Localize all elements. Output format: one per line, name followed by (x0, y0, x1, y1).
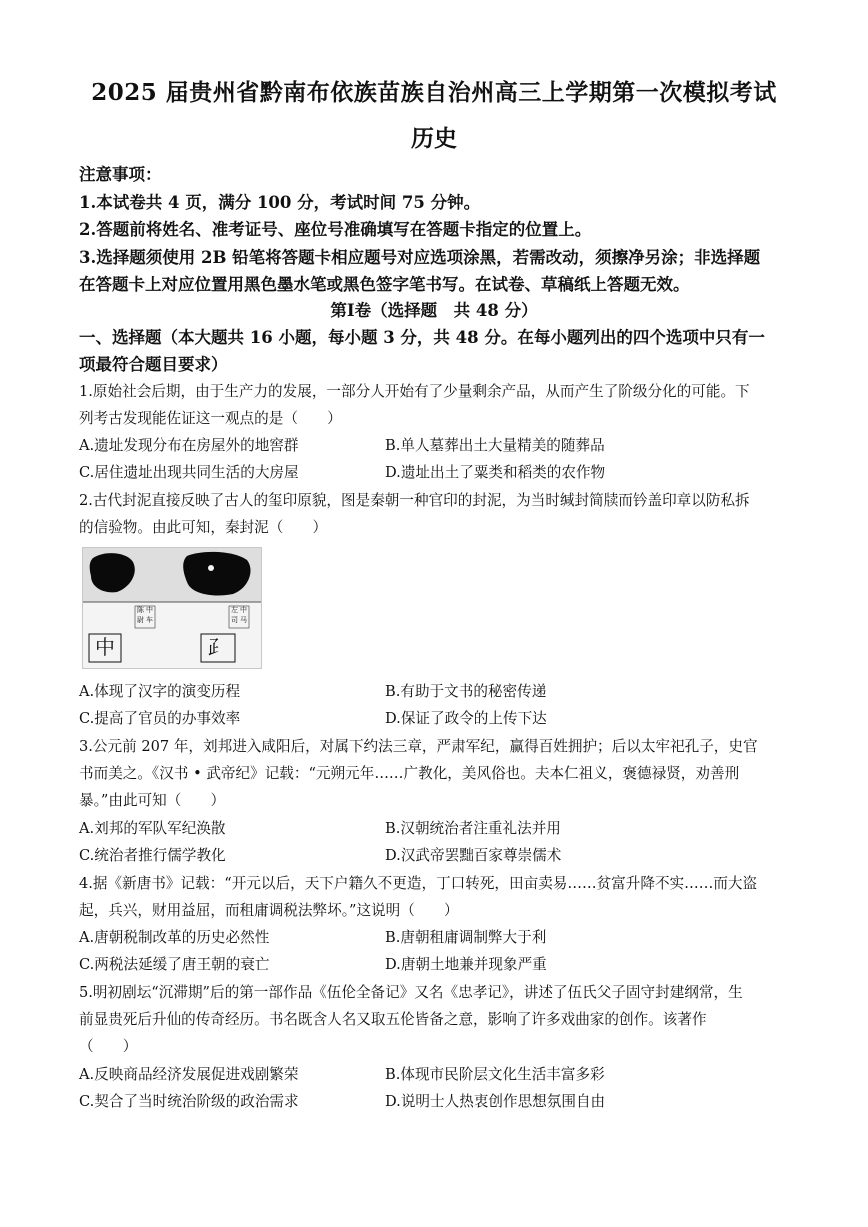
question-3-option-a: A.刘邦的军队军纪涣散 (79, 820, 226, 837)
question-5-stem: （ ） (79, 1038, 138, 1055)
question-2-option-d: D.保证了政令的上传下达 (385, 710, 547, 727)
question-5-option-c: C.契合了当时统治阶级的政治需求 (79, 1093, 299, 1110)
question-1-option-c: C.居住遗址出现共同生活的大房屋 (79, 464, 299, 481)
question-1-option-a: A.遗址发现分布在房屋外的地窖群 (79, 437, 299, 454)
seal-large-char: ⺪ (208, 635, 228, 659)
question-3-stem: 书而美之。《汉书 • 武帝纪》记载：“元朔元年……广教化，美风俗也。夫本仁祖义，褒德禄贤，劝善刑 (79, 765, 740, 782)
exam-subject: 历史 (411, 125, 457, 152)
clay-seal-right (183, 552, 250, 596)
question-1-option-b: B.单人墓葬出土大量精美的随葬品 (385, 437, 605, 454)
seal-small-label: 中 (146, 606, 153, 614)
question-3-option-d: D.汉武帝罢黜百家尊崇儒术 (385, 847, 562, 864)
notice-item: 3.选择题须使用 2B 铅笔将答题卡相应题号对应选项涂黑，若需改动，须擦净另涂；非选择题 (79, 248, 761, 267)
question-5-option-b: B.体现市民阶层文化生活丰富多彩 (385, 1066, 605, 1083)
volume-title: 第Ⅰ卷（选择题 共 48 分） (330, 301, 538, 320)
section-instruction: 一、选择题（本大题共 16 小题，每小题 3 分，共 48 分。在每小题列出的四个选项中只有一 (79, 328, 765, 347)
question-2-option-c: C.提高了官员的办事效率 (79, 710, 241, 727)
question-4-option-d: D.唐朝土地兼并现象严重 (385, 956, 547, 973)
question-2-option-b: B.有助于文书的秘密传递 (385, 683, 547, 700)
question-4-option-c: C.两税法延缓了唐王朝的衰亡 (79, 956, 270, 973)
seal-small-label: 司 (231, 616, 238, 624)
notice-item: 1.本试卷共 4 页，满分 100 分，考试时间 75 分钟。 (79, 193, 481, 212)
question-1-option-d: D.遗址出土了粟类和稻类的农作物 (385, 464, 606, 481)
notice-heading: 注意事项： (79, 165, 162, 184)
question-3-stem: 暴。”由此可知（ ） (79, 792, 226, 809)
seal-figure (82, 547, 262, 669)
section-instruction: 项最符合题目要求） (79, 355, 228, 374)
question-4-stem: 4.据《新唐书》记载：“开元以后，天下户籍久不更造，丁口转死，田亩卖易……贫富升降不实……而大盗 (79, 875, 758, 892)
question-3-stem: 3.公元前 207 年，刘邦进入咸阳后，对属下约法三章，严肃军纪，赢得百姓拥护；后以太牢祀孔子，史官 (79, 738, 758, 755)
seal-large-char: 中 (95, 635, 115, 659)
question-3-option-c: C.统治者推行儒学教化 (79, 847, 226, 864)
notice-item: 在答题卡上对应位置用黑色墨水笔或黑色签字笔书写。在试卷、草稿纸上答题无效。 (79, 275, 690, 294)
notice-item: 2.答题前将姓名、准考证号、座位号准确填写在答题卡指定的位置上。 (79, 220, 592, 239)
question-2-stem: 的信验物。由此可知，秦封泥（ ） (79, 519, 328, 536)
question-1-stem: 1.原始社会后期，由于生产力的发展，一部分人开始有了少量剩余产品，从而产生了阶级分化的可能。下 (79, 383, 750, 400)
question-5-stem: 5.明初剧坛“沉滞期”后的第一部作品《伍伦全备记》又名《忠孝记》，讲述了伍氏父子固守封建纲常，生 (79, 984, 743, 1001)
question-2-option-a: A.体现了汉字的演变历程 (79, 683, 241, 700)
seal-small-label: 尉 (137, 616, 144, 624)
seal-small-label: 陈 (137, 606, 144, 614)
seal-small-label: 中 (240, 606, 247, 614)
exam-title: 2025 届贵州省黔南布依族苗族自治州高三上学期第一次模拟考试 (91, 79, 777, 106)
question-4-stem: 起，兵兴，财用益屈，而租庸调税法弊坏。”这说明（ ） (79, 902, 459, 919)
question-2-stem: 2.古代封泥直接反映了古人的玺印原貌，图是秦朝一种官印的封泥，为当时缄封简牍而钤盖印章以防私拆 (79, 492, 750, 509)
seal-small-label: 左 (231, 606, 238, 614)
seal-small-label: 马 (240, 616, 247, 624)
question-5-option-a: A.反映商品经济发展促进戏剧繁荣 (79, 1066, 299, 1083)
question-5-option-d: D.说明士人热衷创作思想氛围自由 (385, 1093, 606, 1110)
question-1-stem: 列考古发现能佐证这一观点的是（ ） (79, 410, 342, 427)
seal-small-label: 车 (146, 616, 153, 624)
question-3-option-b: B.汉朝统治者注重礼法并用 (385, 820, 561, 837)
question-4-option-a: A.唐朝税制改革的历史必然性 (79, 929, 270, 946)
question-4-option-b: B.唐朝租庸调制弊大于利 (385, 929, 547, 946)
question-5-stem: 前显贵死后升仙的传奇经历。书名既含人名又取五伦皆备之意，影响了许多戏曲家的创作。该著作 (79, 1011, 707, 1028)
